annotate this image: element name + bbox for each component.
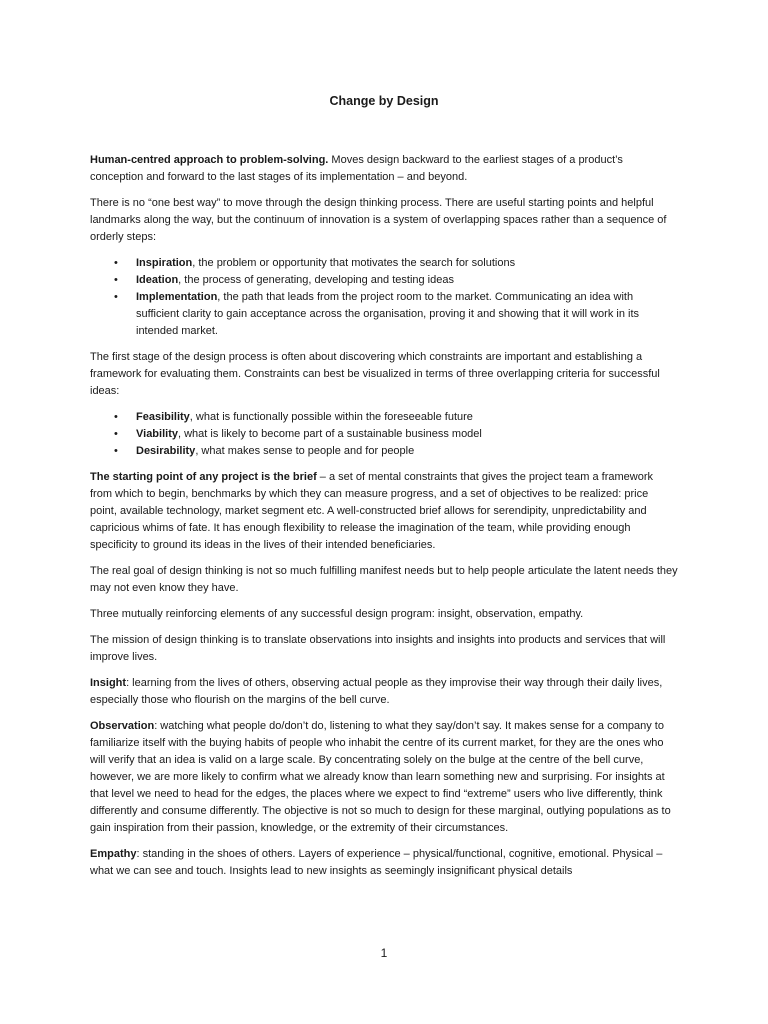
paragraph-text: : learning from the lives of others, observing actual people as they improvise their way through their daily lives, especially those who flourish on the margins of the bell curve. xyxy=(90,677,663,706)
list-item xyxy=(90,255,678,272)
paragraph-no-one-best-way: There is no “one best way” to move through the design thinking process. There are useful starting points and helpful landmarks along the way, but the continuum of innovation is a system of overlapping spaces rather than a sequence of orderly steps: xyxy=(90,197,667,243)
paragraph-empathy xyxy=(90,846,678,880)
paragraph-observation xyxy=(90,718,678,837)
list-item xyxy=(90,289,678,340)
paragraph-text: : watching what people do/don’t do, listening to what they say/don’t say. It makes sense for a company to familiarize itself with the buying habits of people who inhabit the centre of its current market, for they are the ones who will verify that an idea is valid on a large scale. By concentrating solely on the bulge at the centre of the bell curve, however, we are more likely to confirm what we already know than learn something new and surprising. For insights at that level we need to head for the edges, the places where we expect to find “extreme” users who live differently, think differently and consume differently. The objective is not so much to design for these marginal, outlying populations as to gain inspiration from their passion, knowledge, or the extremity of their circumstances. xyxy=(90,720,671,834)
list-item-term: Feasibility xyxy=(136,411,190,423)
bullet-icon: • xyxy=(114,411,118,423)
bullet-icon: • xyxy=(114,274,118,286)
paragraph-lead-bold: Human-centred approach to problem-solving. xyxy=(90,154,329,166)
list-item-term: Ideation xyxy=(136,274,179,286)
paragraph-human-centred xyxy=(90,152,678,186)
list-item-text: , what makes sense to people and for people xyxy=(195,445,415,457)
paragraph-real-goal: The real goal of design thinking is not so much fulfilling manifest needs but to help people articulate the latent needs they may not even know they have. xyxy=(90,565,678,594)
list-item-term: Desirability xyxy=(136,445,196,457)
bullet-icon: • xyxy=(114,428,118,440)
list-item xyxy=(90,426,678,443)
document-body xyxy=(90,152,678,889)
paragraph-insight xyxy=(90,675,678,709)
list-item xyxy=(90,409,678,426)
paragraph-lead-bold: Empathy xyxy=(90,848,137,860)
list-item-term: Inspiration xyxy=(136,257,193,269)
list-item-text: , the path that leads from the project room to the market. Communicating an idea with sufficient clarity to gain acceptance across the organisation, proving it and showing that it will work in its intended market. xyxy=(136,291,639,337)
paragraph-brief xyxy=(90,469,678,554)
paragraph-three-elements: Three mutually reinforcing elements of any successful design program: insight, observation, empathy. xyxy=(90,608,584,620)
bullet-list-process-spaces xyxy=(90,255,678,340)
paragraph-text: Moves design backward to the earliest stages of a product’s conception and forward to the last stages of its implementation – and beyond. xyxy=(90,154,623,183)
bullet-list-criteria xyxy=(90,409,678,460)
list-item-text: , what is functionally possible within the foreseeable future xyxy=(189,411,473,423)
page-number: 1 xyxy=(380,946,388,960)
list-item xyxy=(90,272,678,289)
paragraph-lead-bold: Insight xyxy=(90,677,127,689)
list-item-term: Viability xyxy=(136,428,178,440)
list-item-text: , the process of generating, developing and testing ideas xyxy=(178,274,454,286)
bullet-icon: • xyxy=(114,257,118,269)
list-item-text: , what is likely to become part of a sustainable business model xyxy=(177,428,482,440)
paragraph-lead-bold: The starting point of any project is the brief xyxy=(90,471,317,483)
list-item-term: Implementation xyxy=(136,291,218,303)
paragraph-text: – a set of mental constraints that gives the project team a framework from which to begin, benchmarks by which they can measure progress, and a set of objectives to be realized: price point, available technology, market segment etc. A well-constructed brief allows for serendipity, unpredictability and capricious whims of fate. It has enough flexibility to release the imagination of the team, while providing enough specificity to ground its ideas in the lives of their intended beneficiaries. xyxy=(90,471,654,551)
paragraph-lead-bold: Observation xyxy=(90,720,155,732)
paragraph-mission: The mission of design thinking is to translate observations into insights and insights into products and services that will improve lives. xyxy=(90,634,666,663)
bullet-icon: • xyxy=(114,445,118,457)
bullet-icon: • xyxy=(114,291,118,303)
list-item xyxy=(90,443,678,460)
paragraph-text: : standing in the shoes of others. Layers of experience – physical/functional, cognitive, emotional. Physical – what we can see and touch. Insights lead to new insights as seemingly insignificant physical details xyxy=(90,848,663,877)
list-item-text: , the problem or opportunity that motivates the search for solutions xyxy=(192,257,516,269)
document-title: Change by Design xyxy=(329,94,439,108)
paragraph-first-stage: The first stage of the design process is often about discovering which constraints are important and establishing a framework for evaluating them. Constraints can best be visualized in terms of three overlapping criteria for successful ideas: xyxy=(90,351,660,397)
